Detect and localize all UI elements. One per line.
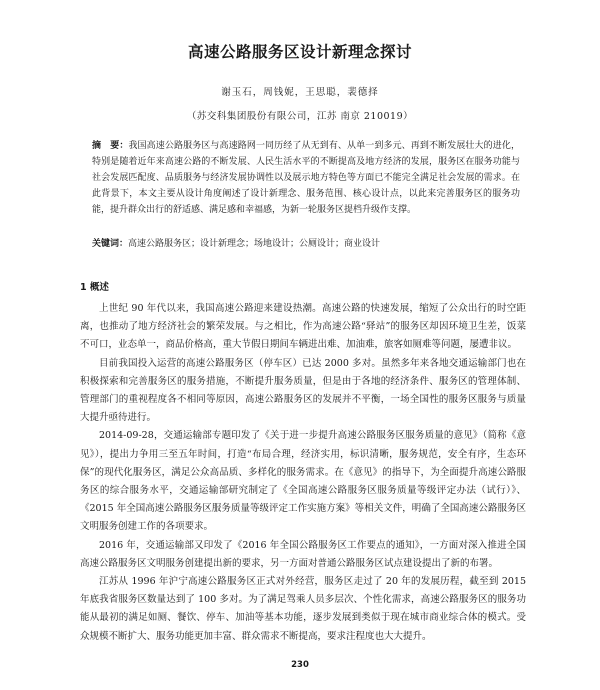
abstract-text: 我国高速公路服务区与高速路网一同历经了从无到有、从单一到多元、再到不断发展壮大的进化，特别是随着近年来高速公路的不断发展、人民生活水平的不断提高及地方经济的发展，服务区在服务功能与社会发展匹配度、品质服务与经济发展协调性以及展示地方特色等方面已不能完全满足社会发展的需求。在此背景下，本文主要从设计角度阐述了设计新理念、服务范围、核心设计点，以此来完善服务区的服务功能，提升群众出行的舒适感、满足感和幸福感，为新一轮服务区提档升级作支撑。 bbox=[92, 141, 520, 215]
section-heading-overview: 1 概述 bbox=[80, 282, 109, 293]
keywords-label: 关键词： bbox=[92, 239, 129, 249]
page-number: 230 bbox=[291, 660, 309, 670]
body-paragraph: 江苏从 1996 年沪宁高速公路服务区正式对外经营，服务区走过了 20 年的发展历程，截至到 2015 年底我省服务区数量达到了 100 多对。为了满足驾乘人员多层次、个性化需求，高速公路服务区的服务功能从最初的满足如厕、餐饮、停车、加油等基本功能，逐步发展到类似于现在城市商业综合体的模式。受众规模不断扩大、服务功能更加丰富、群众需求不断提高，要求注程度也大大提升。 bbox=[80, 576, 526, 642]
keywords-text: 高速公路服务区；设计新理念；场地设计；公厕设计；商业设计 bbox=[128, 239, 381, 249]
body-paragraph: 2014-09-28，交通运输部专题印发了《关于进一步提升高速公路服务区服务质量的意见》（简称《意见》），提出力争用三至五年时间，打造“布局合理，经济实用，标识清晰，服务规范，安全有序，生态环保”的现代化服务区，满足公众高品质、多样化的服务需求。在《意见》的指导下，为全面提升高速公路服务区的综合服务水平，交通运输部研究制定了《全国高速公路服务区服务质量等级评定办法（试行）》、《2015 年全国高速公路服务区服务质量等级评定工作实施方案》等相关文件，明确了全国高速公路服务区文明服务创建工作的各项要求。 bbox=[80, 430, 526, 533]
author-affiliation: （苏交科集团股份有限公司，江苏 南京 210019） bbox=[186, 111, 414, 122]
author-list: 谢玉石，周钱妮，王思聪，裴德择 bbox=[221, 87, 379, 98]
body-paragraph: 上世纪 90 年代以来，我国高速公路迎来建设热潮。高速公路的快速发展，缩短了公众出行的时空距离，也推动了地方经济社会的繁荣发展。与之相比，作为高速公路“驿站”的服务区却因环境卫生差，饭菜不可口，业态单一，商品价格高，重大节假日期间车辆进出难、加油难，旅客如厕难等问题，屡遭非议。 bbox=[80, 303, 526, 351]
keywords-block bbox=[92, 236, 520, 252]
abstract-label: 摘 要： bbox=[92, 141, 129, 151]
section-body bbox=[80, 300, 526, 646]
body-paragraph: 2016 年，交通运输部又印发了《2016 年全国公路服务区工作要点的通知》，一方面对深入推进全国高速公路服务区文明服务创建提出新的要求，另一方面对普通公路服务区试点建设提出了新的布署。 bbox=[80, 539, 526, 569]
body-paragraph: 目前我国投入运营的高速公路服务区（停车区）已达 2000 多对。虽然多年来各地交通运输部门也在积极探索和完善服务区的服务措施，不断提升服务质量，但是由于各地的经济条件、服务区的管理体制、管理部门的重视程度各不相同等原因，高速公路服务区的发展并不平衡，一场全国性的服务区服务与质量大提升亟待进行。 bbox=[80, 357, 526, 424]
paper-title: 高速公路服务区设计新理念探讨 bbox=[187, 43, 412, 61]
abstract-block bbox=[92, 138, 520, 218]
